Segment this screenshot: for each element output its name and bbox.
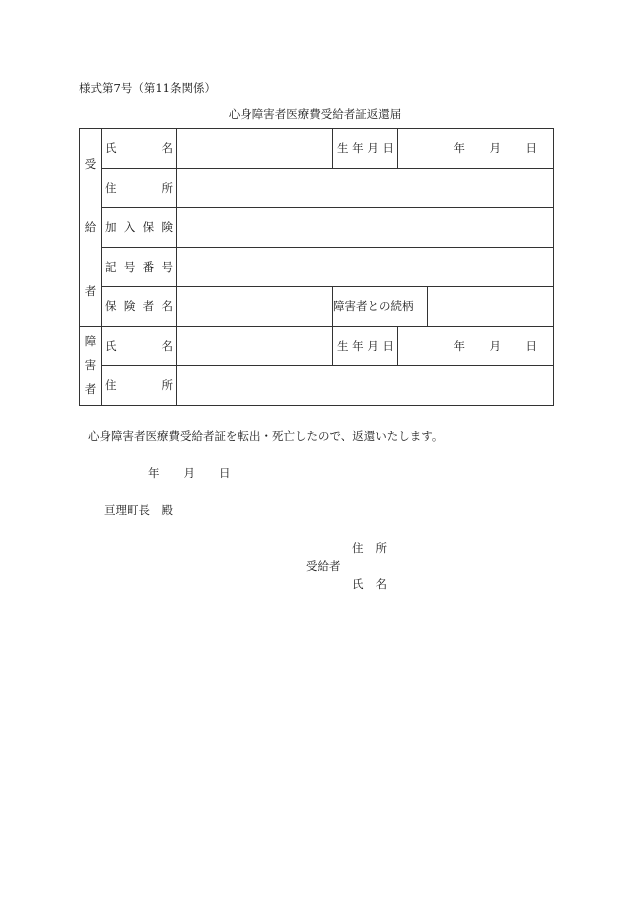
group-char: 障 (84, 334, 97, 349)
symbol-number-row (80, 247, 554, 287)
symbol-number-field[interactable] (177, 247, 554, 287)
application-table (79, 128, 554, 406)
recipient-name-row (80, 129, 554, 169)
relationship-label: 障害者との続柄 (333, 287, 428, 327)
disabled-name-field[interactable] (177, 326, 333, 366)
date-day-label: 日 (219, 466, 231, 480)
disabled-name-row (80, 326, 554, 366)
recipient-address-row (80, 168, 554, 208)
applicant-name-label: 氏 名 (352, 577, 387, 591)
insurance-label: 加 入 保 険 (102, 208, 177, 248)
recipient-address-field[interactable] (177, 168, 554, 208)
recipient-group-label (80, 129, 102, 327)
form-title: 心身障害者医療費受給者証返還届 (228, 107, 402, 121)
address-label: 住 所 (102, 168, 177, 208)
addressee: 亘理町長 殿 (104, 503, 173, 517)
recipient-name-field[interactable] (177, 129, 333, 169)
group-char: 給 (84, 220, 97, 235)
form-number: 様式第7号（第11条関係） (79, 81, 216, 95)
return-statement: 心身障害者医療費受給者証を転出・死亡したので、返還いたします。 (88, 429, 444, 443)
disabled-birthdate-field[interactable]: 年 月 日 (398, 326, 554, 366)
name-label: 氏 名 (102, 326, 177, 366)
relationship-field[interactable] (428, 287, 554, 327)
name-label: 氏 名 (102, 129, 177, 169)
disabled-address-row (80, 366, 554, 406)
symbol-number-label: 記 号 番 号 (102, 247, 177, 287)
group-char: 害 (84, 358, 97, 373)
group-char: 者 (84, 283, 97, 298)
insurance-field[interactable] (177, 208, 554, 248)
submission-date[interactable] (148, 465, 255, 481)
group-char: 者 (84, 382, 97, 397)
disabled-address-field[interactable] (177, 366, 554, 406)
group-char: 受 (84, 156, 97, 171)
recipient-birthdate-field[interactable]: 年 月 日 (398, 129, 554, 169)
birthdate-label: 生 年 月 日 (333, 326, 398, 366)
address-label: 住 所 (102, 366, 177, 406)
insurance-row (80, 208, 554, 248)
applicant-label: 受給者 (306, 559, 341, 573)
insured-person-field[interactable] (177, 287, 333, 327)
disabled-group-label (80, 326, 102, 405)
insured-person-row (80, 287, 554, 327)
applicant-address-label: 住 所 (352, 541, 387, 555)
date-month-label: 月 (183, 466, 195, 480)
birthdate-label: 生 年 月 日 (333, 129, 398, 169)
date-year-label: 年 (148, 466, 160, 480)
insured-person-label: 保 険 者 名 (102, 287, 177, 327)
